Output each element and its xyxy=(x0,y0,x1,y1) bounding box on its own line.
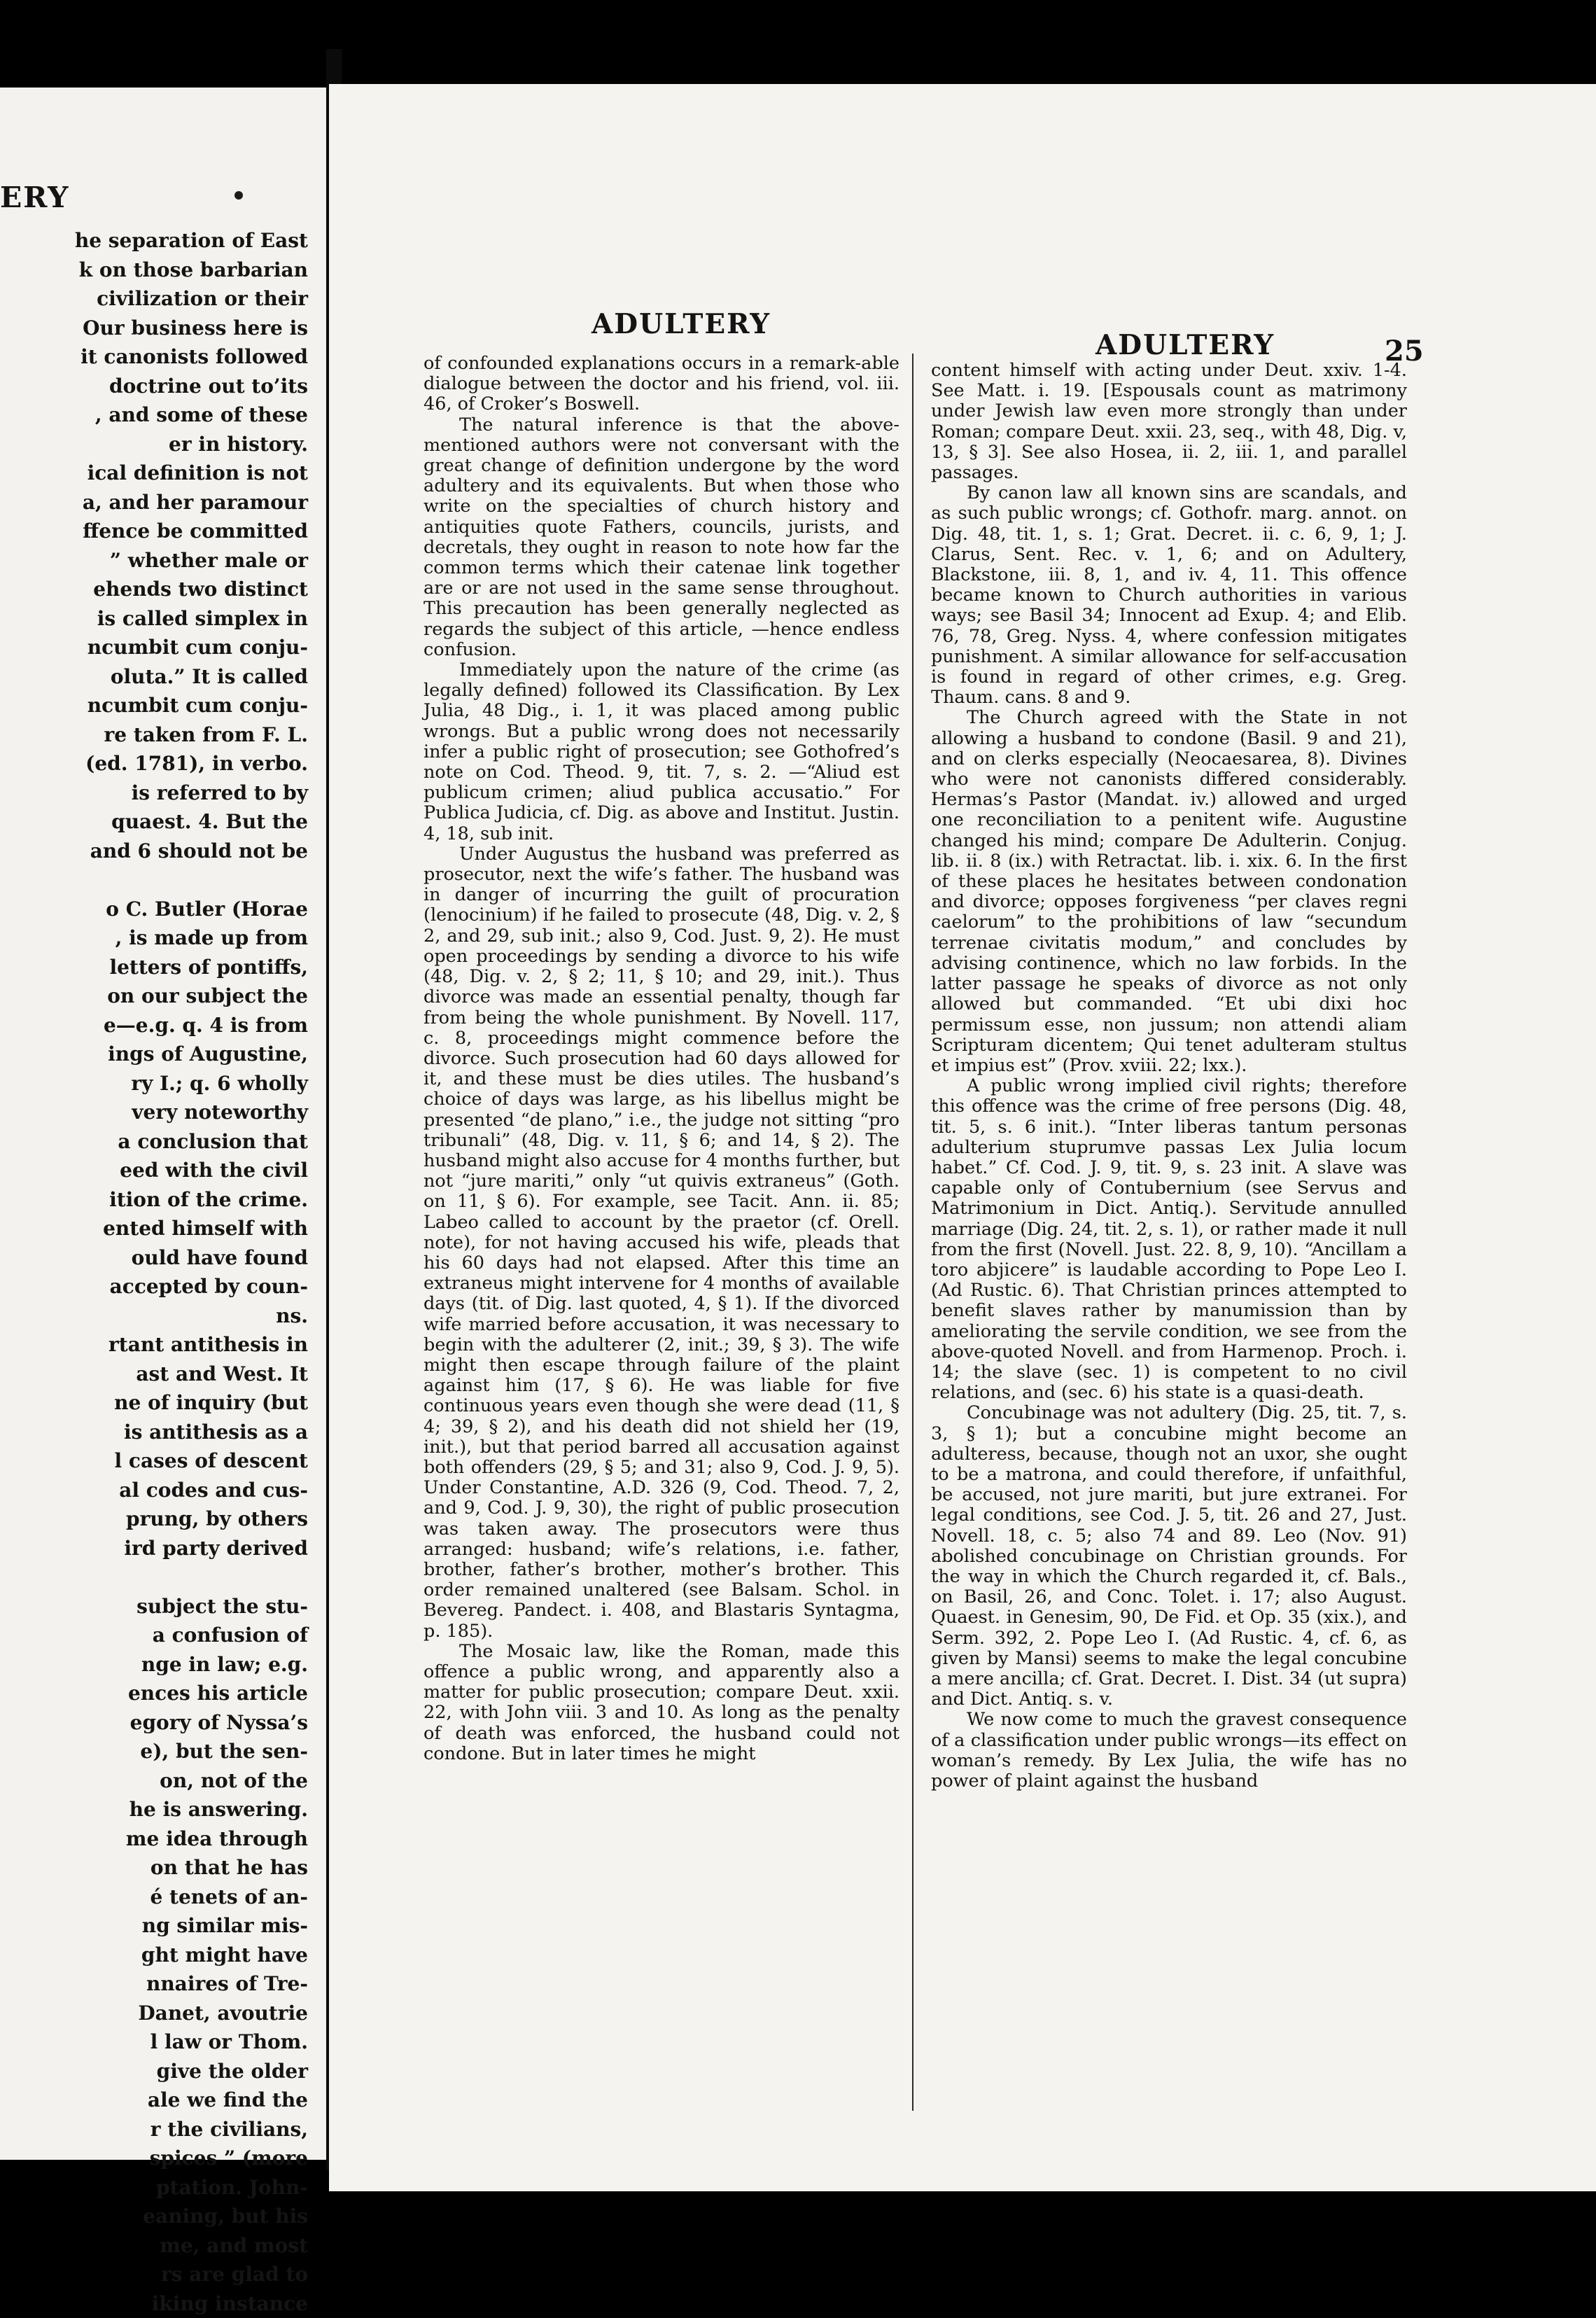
left-page-line: on that he has xyxy=(0,1853,308,1883)
left-page-line: is called simplex in xyxy=(0,604,308,634)
left-page-line: is antithesis as a xyxy=(0,1418,308,1447)
left-page-line: on, not of the xyxy=(0,1766,308,1796)
left-page-line: l cases of descent xyxy=(0,1446,308,1476)
left-page-line: al codes and cus- xyxy=(0,1476,308,1505)
left-page-line: very noteworthy xyxy=(0,1098,308,1127)
left-page-line: , and some of these xyxy=(0,400,308,430)
left-page-line: ings of Augustine, xyxy=(0,1040,308,1069)
left-page-line: prung, by others xyxy=(0,1504,308,1534)
left-page-line: and 6 should not be xyxy=(0,837,308,866)
left-page-line: oluta.” It is called xyxy=(0,662,308,692)
right-page xyxy=(329,84,1596,2191)
text-column-left xyxy=(424,354,899,1764)
left-page-line: letters of pontiffs, xyxy=(0,953,308,982)
paragraph: Concubinage was not adultery (Dig. 25, tit. 7, s. 3, § 1); but a concubine might become an adulteress, because, though not an uxor, she ought to be a matrona, and could therefore, if unfaithful, be accused, not jure mariti, but jure extranei. For legal conditions, see Cod. J. 5, tit. 26 and 27, Just. Novell. 18, c. 5; also 74 and 89. Leo (Nov. 91) abolished concubinage on Christian grounds. For the way in which the Church regarded it, cf. Bals., on Basil, 26, and Conc. Tolet. i. 17; also August. Quaest. in Genesim, 90, De Fid. et Op. 35 (xix.), and Serm. 392, 2. Pope Leo I. (Ad Rustic. 4, cf. 6, as given by Mansi) seems to make the legal concubine a mere ancilla; cf. Grat. Decret. I. Dist. 34 (ut supra) and Dict. Antiq. s. v. xyxy=(931,1403,1407,1710)
left-page-line: a confusion of xyxy=(0,1621,308,1650)
left-page-line: he separation of East xyxy=(0,226,308,256)
left-page-line: spices ” (more xyxy=(0,2144,308,2173)
left-page-line: eed with the civil xyxy=(0,1156,308,1185)
left-page-line: ale we find the xyxy=(0,2086,308,2115)
paragraph: content himself with acting under Deut. xxiv. 1-4. See Matt. i. 19. [Espousals count as matrimony under Jewish law even more strongly than under Roman; compare Deut. xxii. 23, seq., with 48, Dig. v, 13, § 3]. See also Hosea, ii. 2, iii. 1, and parallel passages. xyxy=(931,361,1407,483)
left-page-line: eaning, but his xyxy=(0,2202,308,2231)
running-head-left: ADULTERY xyxy=(592,308,771,340)
left-page-line: l law or Thom. xyxy=(0,2027,308,2057)
left-page-line: e), but the sen- xyxy=(0,1737,308,1766)
left-page-line: k on those barbarian xyxy=(0,256,308,285)
left-page-text xyxy=(0,226,308,2318)
left-page-line: Our business here is xyxy=(0,314,308,343)
paragraph: We now come to much the gravest consequence of a classification under public wrongs—its effect on woman’s remedy. By Lex Julia, the wife has no power of plaint against the husband xyxy=(931,1710,1407,1792)
left-page-line: o C. Butler (Horae xyxy=(0,895,308,924)
left-page-line: ry I.; q. 6 wholly xyxy=(0,1069,308,1098)
left-page-line: ould have found xyxy=(0,1243,308,1273)
left-page-line: nge in law; e.g. xyxy=(0,1650,308,1680)
left-page-line: me idea through xyxy=(0,1824,308,1854)
left-page-line: me, and most xyxy=(0,2231,308,2261)
left-page-line: er in history. xyxy=(0,430,308,459)
left-page-line: r the civilians, xyxy=(0,2115,308,2144)
left-page-line: re taken from F. L. xyxy=(0,720,308,750)
left-page-line: ffence be committed xyxy=(0,517,308,546)
left-page-line: accepted by coun- xyxy=(0,1272,308,1301)
paragraph: The natural inference is that the above-mentioned authors were not conversant with the great change of definition undergone by the word adultery and its equivalents. But when those who write on the specialties of church history and antiquities quote Fathers, councils, jurists, and decretals, they ought in reason to note how far the common terms which their catenae link together are or are not used in the same sense throughout. This precaution has been generally neglected as regards the subject of this article, —hence endless confusion. xyxy=(424,415,899,660)
left-page-line: is referred to by xyxy=(0,779,308,808)
left-page-line xyxy=(0,1563,308,1592)
left-page-line: doctrine out to’its xyxy=(0,372,308,401)
left-page-line: ptation. John- xyxy=(0,2173,308,2202)
left-page-line: ns. xyxy=(0,1301,308,1331)
left-page-line: ” whether male or xyxy=(0,546,308,575)
left-page-line: ical definition is not xyxy=(0,459,308,488)
left-page-line: é tenets of an- xyxy=(0,1883,308,1912)
left-page-line: e—e.g. q. 4 is from xyxy=(0,1011,308,1040)
left-page-line: he is answering. xyxy=(0,1795,308,1824)
paragraph: Under Augustus the husband was preferred as prosecutor, next the wife’s father. The husband was in danger of incurring the guilt of procuration (lenocinium) if he failed to prosecute (48, Dig. v. 2, § 2, and 29, sub init.; also 9, Cod. Just. 9, 2). He must open proceedings by sending a divorce to his wife (48, Dig. v. 2, § 2; 11, § 10; and 29, init.). Thus divorce was made an essential penalty, though far from being the whole punishment. By Novell. 117, c. 8, proceedings might commence before the divorce. Such prosecution had 60 days allowed for it, and these must be dies utiles. The husband’s choice of days was large, as his libellus might be presented “de plano,” i.e., the judge not sitting “pro tribunali” (48, Dig. v. 11, § 6; and 14, § 2). The husband might also accuse for 4 months further, but not “jure mariti,” only “ut quivis extraneus” (Goth. on 11, § 6). For example, see Tacit. Ann. ii. 85; Labeo called to account by the praetor (cf. Orell. note), for not having accused his wife, pleads that his 60 days had not elapsed. After this time an extraneus might intervene for 4 months of available days (tit. of Dig. last quoted, 4, § 1). If the divorced wife married before accusation, it was necessary to begin with the adulterer (2, init.; 39, § 3). The wife might then escape through failure of the plaint against him (17, § 6). He was liable for five continuous years even though she were dead (11, § 4; 39, § 2), and his death did not shield her (19, init.), but that period barred all accusation against both offenders (29, § 5; and 31; also 9, Cod. J. 9, 5). Under Constantine, A.D. 326 (9, Cod. Theod. 7, 2, and 9, Cod. J. 9, 30), the right of public prosecution was taken away. The prosecutors were thus arranged: husband; wife’s relations, i.e. father, brother, father’s brother, mother’s brother. This order remained unaltered (see Balsam. Schol. in Bevereg. Pandect. i. 408, and Blastaris Syntagma, p. 185). xyxy=(424,844,899,1642)
left-page-line: ehends two distinct xyxy=(0,575,308,604)
left-page-line: a, and her paramour xyxy=(0,488,308,517)
left-page-line: ng similar mis- xyxy=(0,1911,308,1941)
left-page-fragment xyxy=(0,88,326,2160)
left-page-line: ition of the crime. xyxy=(0,1185,308,1215)
page-number: 25 xyxy=(1385,335,1424,368)
left-page-line: iking instance xyxy=(0,2289,308,2318)
left-page-running-head: ERY xyxy=(0,181,69,214)
left-page-line: ght might have xyxy=(0,1941,308,1970)
left-page-line: rtant antithesis in xyxy=(0,1330,308,1360)
ink-dot xyxy=(234,191,243,200)
left-page-line: nnaires of Tre- xyxy=(0,1969,308,1999)
left-page-line xyxy=(0,865,308,895)
left-page-line: ences his article xyxy=(0,1679,308,1708)
left-page-line: ented himself with xyxy=(0,1214,308,1243)
left-page-line: ast and West. It xyxy=(0,1360,308,1389)
text-column-right xyxy=(931,361,1407,1792)
paragraph: A public wrong implied civil rights; therefore this offence was the crime of free persons (Dig. 48, tit. 5, s. 6 init.). “Inter liberas tantum personas adulterium stuprumve passas Lex Julia locum habet.” Cf. Cod. J. 9, tit. 9, s. 23 init. A slave was capable only of Contubernium (see Servus and Matrimonium in Dict. Antiq.). Servitude annulled marriage (Dig. 24, tit. 2, s. 1), or rather made it null from the first (Novell. Just. 22. 8, 9, 10). “Ancillam a toro abjicere” is laudable according to Pope Leo I. (Ad Rustic. 6). That Christian princes attempted to benefit slaves rather by manumission than by ameliorating the servile condition, we see from the above-quoted Novell. and from Harmenop. Proch. i. 14; the slave (sec. 1) is competent to no civil relations, and (sec. 6) his state is a quasi-death. xyxy=(931,1076,1407,1403)
paragraph: By canon law all known sins are scandals, and as such public wrongs; cf. Gothofr. marg. annot. on Dig. 48, tit. 1, s. 1; Grat. Decret. ii. c. 6, 9, 1; J. Clarus, Sent. Rec. v. 1, 6; and on Adultery, Blackstone, iii. 8, 1, and iv. 4, 11. This offence became known to Church authorities in various ways; see Basil 34; Innocent ad Exup. 4; and Elib. 76, 78, Greg. Nyss. 4, where confession mitigates punishment. A similar allowance for self-accusation is found in regard of other crimes, e.g. Greg. Thaum. cans. 8 and 9. xyxy=(931,483,1407,708)
running-head-right: ADULTERY xyxy=(1096,329,1275,361)
left-page-line: , is made up from xyxy=(0,923,308,953)
left-page-line: give the older xyxy=(0,2057,308,2086)
left-page-line: civilization or their xyxy=(0,284,308,314)
left-page-line: a conclusion that xyxy=(0,1127,308,1157)
left-page-line: egory of Nyssa’s xyxy=(0,1708,308,1738)
left-page-line: rs are glad to xyxy=(0,2260,308,2289)
column-rule xyxy=(912,354,913,2111)
left-page-line: on our subject the xyxy=(0,982,308,1011)
paragraph: The Church agreed with the State in not allowing a husband to condone (Basil. 9 and 21), and on clerks especially (Neocaesarea, 8). Divines who were not canonists differed considerably. Hermas’s Pastor (Mandat. iv.) allowed and urged one reconciliation to a penitent wife. Augustine changed his mind; compare De Adulterin. Conjug. lib. ii. 8 (ix.) with Retractat. lib. i. xix. 6. In the first of these places he hesitates between condonation and divorce; opposes forgiveness “per claves regni caelorum” to the prohibitions of law “secundum terrenae civitatis modum,” and concludes by advising continence, which no law forbids. In the latter passage he speaks of divorce as not only allowed but commanded. “Et ubi dixi hoc permissum esse, non jussum; non attendi aliam Scripturam dicentem; Qui tenet adulteram stultus et impius est” (Prov. xviii. 22; lxx.). xyxy=(931,708,1407,1076)
paragraph: The Mosaic law, like the Roman, made this offence a public wrong, and apparently also a matter for public prosecution; compare Deut. xxii. 22, with John viii. 3 and 10. As long as the penalty of death was enforced, the husband could not condone. But in later times he might xyxy=(424,1642,899,1764)
left-page-line: ncumbit cum conju- xyxy=(0,691,308,720)
left-page-line: ird party derived xyxy=(0,1534,308,1563)
left-page-line: Danet, avoutrie xyxy=(0,1999,308,2028)
left-page-line: it canonists followed xyxy=(0,342,308,372)
left-page-line: ne of inquiry (but xyxy=(0,1388,308,1418)
left-page-line: (ed. 1781), in verbo. xyxy=(0,749,308,779)
left-page-line: ncumbit cum conju- xyxy=(0,633,308,662)
page-inner xyxy=(329,84,1596,2191)
paragraph: of confounded explanations occurs in a remark-able dialogue between the doctor and his friend, vol. iii. 46, of Croker’s Boswell. xyxy=(424,354,899,415)
left-page-line: quaest. 4. But the xyxy=(0,807,308,837)
left-page-line: subject the stu- xyxy=(0,1592,308,1621)
paragraph: Immediately upon the nature of the crime (as legally defined) followed its Classification. By Lex Julia, 48 Dig., i. 1, it was placed among public wrongs. But a public wrong does not necessarily infer a public right of prosecution; see Gothofred’s note on Cod. Theod. 9, tit. 7, s. 2. —“Aliud est publicum crimen; aliud publica accusatio.” For Publica Judicia, cf. Dig. as above and Institut. Justin. 4, 18, sub init. xyxy=(424,660,899,844)
